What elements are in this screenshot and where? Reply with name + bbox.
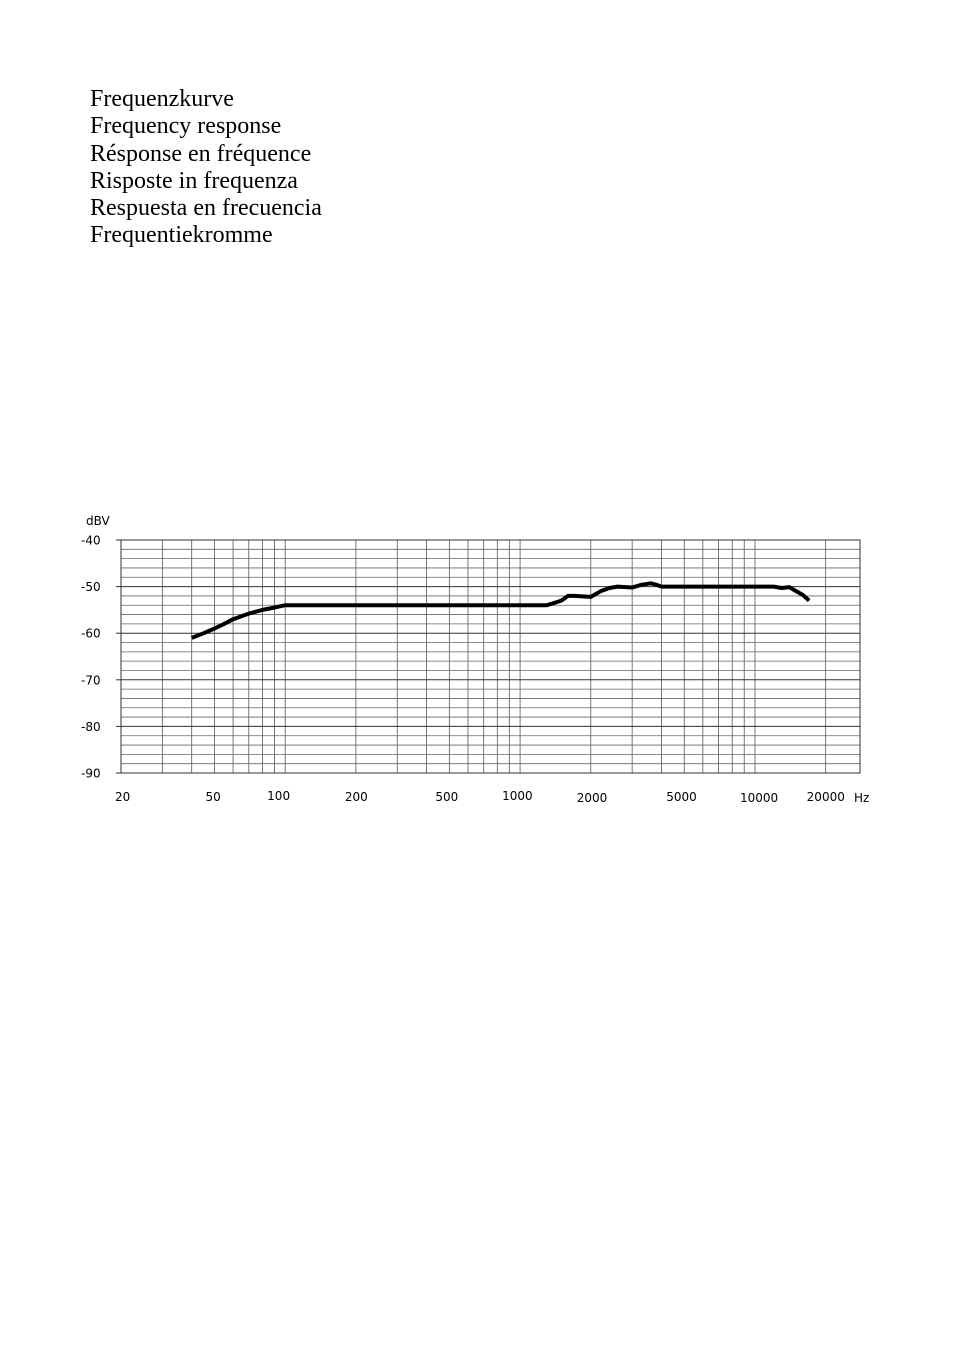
x-axis-label: Hz xyxy=(854,791,870,805)
response-curve-line xyxy=(192,583,809,638)
x-tick-label: 500 xyxy=(435,790,459,804)
y-axis-label: dBV xyxy=(86,514,110,528)
y-tick-label: -80 xyxy=(81,719,101,734)
plot-frame xyxy=(121,540,860,773)
heading-it: Risposte in frequenza xyxy=(90,167,298,194)
x-tick-label: 20 xyxy=(115,790,131,804)
y-tick-label: -40 xyxy=(81,533,101,548)
y-tick-label: -90 xyxy=(81,766,101,781)
y-tick-label: -60 xyxy=(81,626,101,641)
chart-grid xyxy=(121,540,860,773)
chart-axes xyxy=(81,534,860,806)
heading-en: Frequency response xyxy=(90,113,282,140)
x-tick-label: 5000 xyxy=(666,790,697,804)
x-tick-label: 2000 xyxy=(576,791,608,805)
x-tick-label: 100 xyxy=(267,789,291,803)
y-tick-label: -50 xyxy=(81,580,101,595)
heading-nl: Frequentiekromme xyxy=(90,222,273,249)
y-tick-label: -70 xyxy=(81,673,101,688)
x-tick-label: 1000 xyxy=(502,789,533,803)
x-tick-label: 50 xyxy=(205,790,221,804)
chart-series xyxy=(192,583,809,638)
x-tick-label: 10000 xyxy=(739,791,779,805)
heading-es: Respuesta en frecuencia xyxy=(90,195,322,222)
heading-de: Frequenzkurve xyxy=(90,86,234,112)
x-tick-label: 20000 xyxy=(806,790,845,804)
x-tick-label: 200 xyxy=(344,790,368,804)
heading-fr: Résponse en fréquence xyxy=(90,140,312,167)
